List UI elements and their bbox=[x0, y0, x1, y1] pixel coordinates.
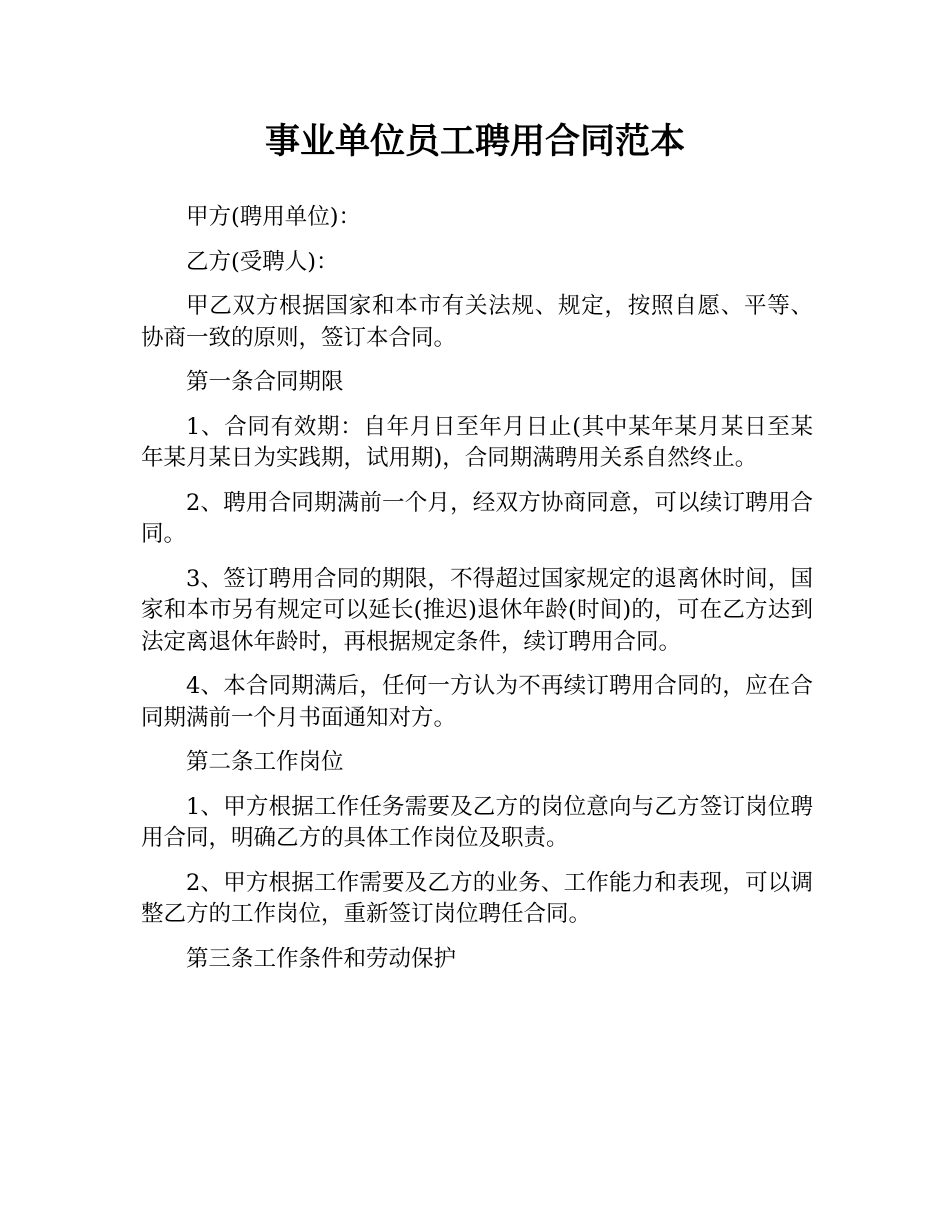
article-2-heading: 第二条工作岗位 bbox=[186, 749, 344, 775]
preamble-paragraph: 甲乙双方根据国家和本市有关法规、规定，按照自愿、平等、协商一致的原则，签订本合同。 bbox=[141, 293, 813, 351]
article-2-clause-1: 1、甲方根据工作任务需要及乙方的岗位意向与乙方签订岗位聘用合同，明确乙方的具体工作岗位及职责。 bbox=[141, 793, 813, 851]
article-1-clause-1: 1、合同有效期：自年月日至年月日止(其中某年某月某日至某年某月某日为实践期，试用期)，合同期满聘用关系自然终止。 bbox=[141, 413, 813, 471]
article-2-clause-2: 2、甲方根据工作需要及乙方的业务、工作能力和表现，可以调整乙方的工作岗位，重新签订岗位聘任合同。 bbox=[141, 869, 813, 927]
document-title: 事业单位员工聘用合同范本 bbox=[264, 122, 685, 162]
party-b-line: 乙方(受聘人)： bbox=[186, 248, 339, 275]
article-1-heading: 第一条合同期限 bbox=[186, 369, 344, 395]
article-3-heading: 第三条工作条件和劳动保护 bbox=[186, 945, 457, 972]
party-a-line: 甲方(聘用单位)： bbox=[186, 204, 362, 230]
article-1-clause-2: 2、聘用合同期满前一个月，经双方协商同意，可以续订聘用合同。 bbox=[141, 489, 813, 547]
article-1-clause-3: 3、签订聘用合同的期限，不得超过国家规定的退离休时间，国家和本市另有规定可以延长(推迟)退休年龄(时间)的，可在乙方达到法定离退休年龄时，再根据规定条件，续订聘用合同。 bbox=[141, 565, 813, 655]
article-1-clause-4: 4、本合同期满后，任何一方认为不再续订聘用合同的，应在合同期满前一个月书面通知对方。 bbox=[141, 673, 813, 731]
document-body bbox=[141, 202, 813, 988]
